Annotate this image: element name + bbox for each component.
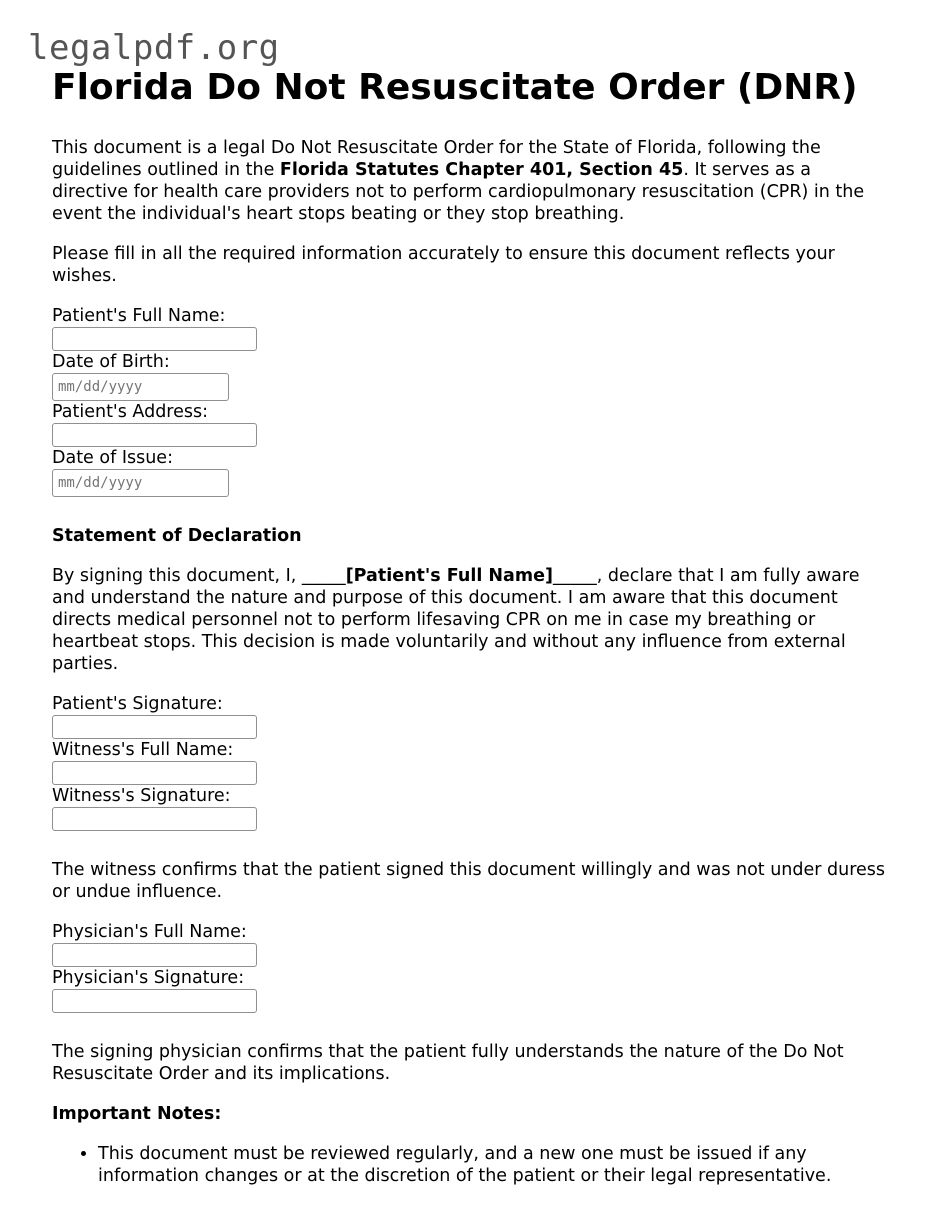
intro-text-start: This document is a legal Do Not Resuscitate Order for the State of Florida, following the guidelines outlined in the (52, 138, 821, 180)
intro-paragraph (52, 137, 892, 225)
physician-name-label: Physician's Full Name: (52, 922, 247, 942)
issue-date-label: Date of Issue: (52, 448, 173, 468)
address-label: Patient's Address: (52, 402, 209, 422)
patient-signature-field-group (52, 693, 892, 739)
page-title: Florida Do Not Resuscitate Order (DNR) (52, 67, 858, 108)
signature-section (52, 693, 892, 831)
patient-name-placeholder: [Patient's Full Name] (345, 566, 553, 586)
notes-list-item: • This document must be reviewed regularly, and a new one must be issued if any information changes or at the discretion of the patient or their legal representative. (98, 1143, 892, 1187)
patient-name-label: Patient's Full Name: (52, 306, 226, 326)
notes-heading: Important Notes: (52, 1104, 222, 1124)
declaration-heading: Statement of Declaration (52, 526, 302, 546)
issue-date-field-group (52, 447, 892, 497)
physician-section (52, 921, 892, 1013)
patient-signature-label: Patient's Signature: (52, 694, 223, 714)
document-body (52, 66, 892, 1187)
witness-name-field-group (52, 739, 892, 785)
declaration-text-end: _____, declare that I am fully aware and understand the nature and purpose of this document. I am aware that this document directs medical personnel not to perform lifesaving CPR on me in case my breathing or heartbeat stops. This decision is made voluntarily and without any influence from external parties. (52, 566, 860, 674)
witness-signature-label: Witness's Signature: (52, 786, 231, 806)
address-field-group (52, 401, 892, 447)
witness-name-label: Witness's Full Name: (52, 740, 234, 760)
declaration-paragraph (52, 565, 892, 675)
physician-signature-input[interactable] (52, 989, 257, 1013)
dob-field-group (52, 351, 892, 401)
witness-statement: The witness confirms that the patient signed this document willingly and was not under duress or undue influence. (52, 860, 886, 902)
notes-list (52, 1143, 892, 1187)
patient-name-input[interactable] (52, 327, 257, 351)
address-input[interactable] (52, 423, 257, 447)
issue-date-input[interactable] (52, 469, 229, 497)
physician-signature-label: Physician's Signature: (52, 968, 245, 988)
witness-signature-field-group (52, 785, 892, 831)
declaration-text-start: By signing this document, I, _____ (52, 566, 346, 586)
patient-signature-input[interactable] (52, 715, 257, 739)
instruction-paragraph: Please fill in all the required information accurately to ensure this document reflects your wishes. (52, 244, 835, 286)
physician-signature-field-group (52, 967, 892, 1013)
patient-name-field-group (52, 305, 892, 351)
witness-name-input[interactable] (52, 761, 257, 785)
physician-statement: The signing physician confirms that the patient fully understands the nature of the Do Not Resuscitate Order and its implications. (52, 1042, 844, 1084)
physician-name-input[interactable] (52, 943, 257, 967)
patient-info-section (52, 305, 892, 497)
statute-reference: Florida Statutes Chapter 401, Section 45 (279, 160, 684, 180)
intro-text-end: . It serves as a directive for health care providers not to perform cardiopulmonary resuscitation (CPR) in the event the individual's heart stops beating or they stop breathing. (52, 160, 865, 224)
physician-name-field-group (52, 921, 892, 967)
dob-input[interactable] (52, 373, 229, 401)
dob-label: Date of Birth: (52, 352, 170, 372)
witness-signature-input[interactable] (52, 807, 257, 831)
site-watermark: legalpdf.org (28, 28, 280, 68)
